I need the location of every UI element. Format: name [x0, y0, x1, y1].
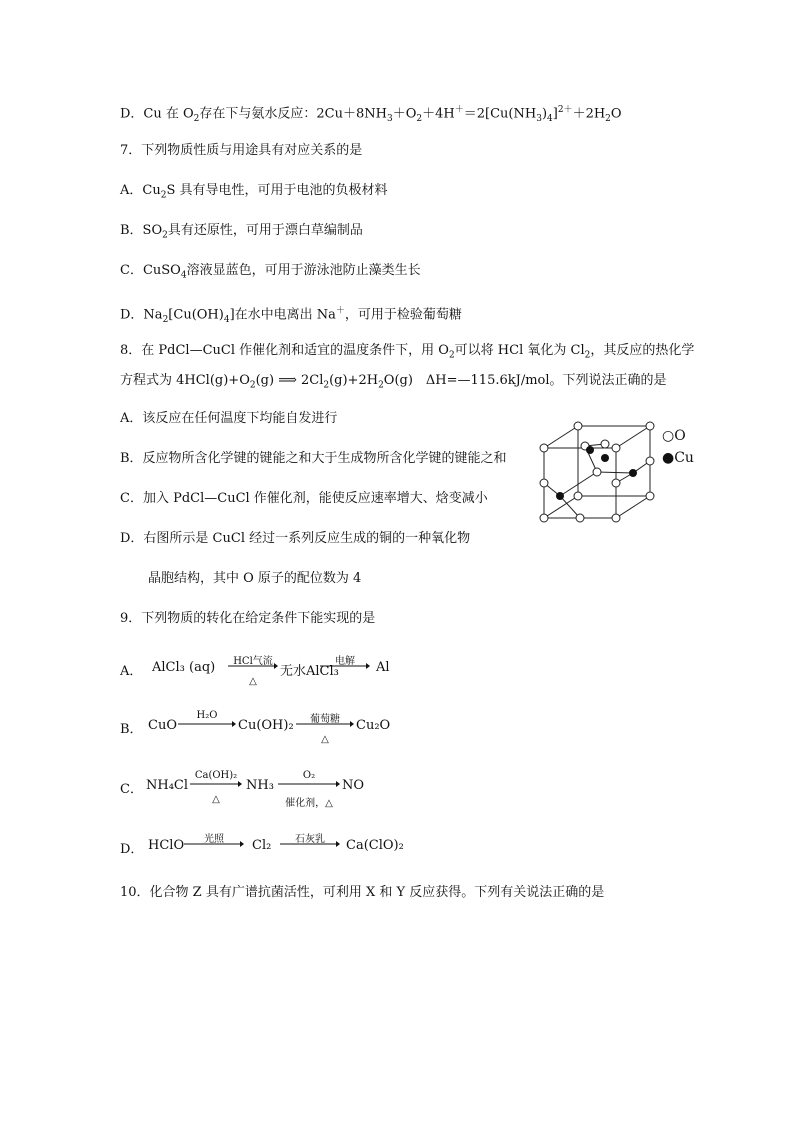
q7-option-c: C．CuSO$_4$溶液显蓝色，可用于游泳池防止藻类生长 [120, 263, 421, 281]
q8-option-a: A．该反应在任何温度下均能自发进行 [120, 411, 338, 426]
q7-stem: 7．下列物质性质与用途具有对应关系的是 [120, 143, 363, 158]
q9-stem: 9．下列物质的转化在给定条件下能实现的是 [120, 611, 376, 626]
q10-stem: 10．化合物 Z 具有广谱抗菌活性，可利用 X 和 Y 反应获得。下列有关说法正确的是 [120, 885, 605, 900]
q9-option-c: C． NH₄Cl Ca(OH)₂ △ NH₃ O₂ 催化剂，△ NO [120, 770, 365, 809]
q8-stem-line2: 方程式为 $4HCl(g)+O_2(g)$ ⟹ $2Cl_2(g)+2H_2O(g)$ ΔH=—115.6kJ/mol。下列说法正确的是 [120, 373, 667, 391]
open-circle-icon: ○ [662, 428, 675, 444]
q8-option-d-line1: D．右图所示是 CuCl 经过一系列反应生成的铜的一种氧化物 [120, 531, 471, 546]
q7-option-d: D．$Na_2[Cu(OH)_4]$在水中电离出 Na＋，可用于检验葡萄糖 [120, 306, 462, 325]
filled-circle-icon: ● [662, 450, 675, 466]
q7-option-a: A．$Cu_2S$ 具有导电性，可用于电池的负极材料 [120, 183, 388, 201]
legend-cu: ●Cu [662, 450, 694, 466]
q9-option-d: D． HClO 光照 Cl₂ 石灰乳 Ca(ClO)₂ [120, 834, 404, 857]
q8-option-b: B．反应物所含化学键的键能之和大于生成物所含化学键的键能之和 [120, 451, 507, 466]
q6-option-d: D．Cu 在 $O_2$存在下与氨水反应：$2Cu+8NH_3+O_2+4H^+=2[Cu(NH_3)_4]^{2+}+2H_2O$ [120, 105, 622, 124]
q8-option-d-line2: 晶胞结构，其中 O 原子的配位数为 4 [148, 571, 362, 586]
q8-option-c: C．加入 PdCl—CuCl 作催化剂，能使反应速率增大、焓变减小 [120, 491, 488, 506]
q7-option-b: B．$SO_2$具有还原性，可用于漂白草编制品 [120, 223, 363, 241]
crystal-cell-diagram [530, 418, 665, 526]
legend-o: ○O [662, 428, 686, 444]
q9-option-b: B． CuO H₂O Cu(OH)₂ 葡萄糖 △ Cu₂O [120, 710, 391, 745]
q9-option-a: A． AlCl₃ (aq) HCl气流 △ 无水AlCl₃ 电解 Al [120, 656, 390, 687]
q8-stem-line1: 8．在 PdCl—CuCl 作催化剂和适宜的温度条件下，用 $O_2$可以将 HCl 氧化为 $Cl_2$，其反应的热化学 [120, 343, 695, 361]
